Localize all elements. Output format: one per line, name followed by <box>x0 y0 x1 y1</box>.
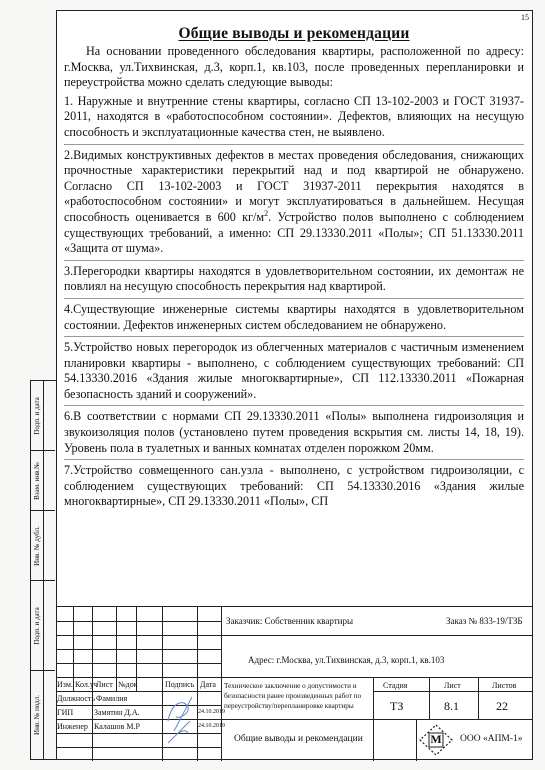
main-text <box>64 25 524 510</box>
col-izm: Изм. <box>57 680 73 689</box>
conclusion-item-5: 5.Устройство новых перегородок из облегченных материалов с частичным изменением планировки квартиры - выполнено, с соблюдением существующих требований: СП 54.13330.2016 «Здания жилые многоквартирные», СП 112.13330.2011 «Пожарная безопасность зданий и сооружений». <box>64 340 524 401</box>
divider <box>64 260 524 261</box>
engineer-date: 24.10.2019 <box>198 723 225 729</box>
side-label: Подп. и дата <box>33 396 41 435</box>
role-label: Должность <box>57 694 96 703</box>
logo-letter: М <box>430 732 442 746</box>
surname-label: Фамилия <box>96 694 128 703</box>
document-title: Техническое заключение о допустимости и безопасности ранее произведенных работ по переустройству/перепланировке квартиры <box>224 682 362 710</box>
side-cell <box>31 511 55 581</box>
side-label: Подп. и дата <box>33 606 41 645</box>
side-cell <box>31 671 55 759</box>
side-label: Взам. инв.№ <box>33 461 41 500</box>
item-2-superscript: 2 <box>264 208 269 218</box>
address: Адрес: г.Москва, ул.Тихвинская, д.3, корп.1, кв.103 <box>248 655 445 665</box>
conclusion-item-6: 6.В соответствии с нормами СП 29.13330.2011 «Полы» выполнена гидроизоляция и звукоизоляция полов (установлено путем проведения вскрытия см. листы 14, 18, 19). Уровень пола в туалетных и ванных комнатах отделен порожком 20мм. <box>64 409 524 455</box>
divider <box>64 144 524 145</box>
customer: Заказчик: Собственник квартиры <box>226 616 354 626</box>
divider <box>64 459 524 460</box>
stage-value: ТЗ <box>390 699 404 713</box>
engineer-role: Инженер <box>57 722 88 731</box>
page-title: Общие выводы и рекомендации <box>178 25 410 42</box>
page-number: 15 <box>521 13 529 22</box>
col-list: Лист <box>96 680 113 689</box>
conclusion-item-3: 3.Перегородки квартиры находятся в удовлетворительном состоянии, их демонтаж не повлиял на несущую способность перекрытия над квартирой. <box>64 263 524 294</box>
divider <box>64 336 524 337</box>
section-title: Общие выводы и рекомендации <box>234 734 363 744</box>
conclusion-item-7: 7.Устройство совмещенного сан.узла - выполнено, с устройством гидроизоляции, с соблюдением существующих требований: СП 54.13330.2016 «Здания жилые многоквартирные», СП 29.13330.2011 «Полы», СП <box>64 463 524 509</box>
stage-label: Стадия <box>383 681 408 690</box>
side-cell <box>31 581 55 671</box>
side-stamp-column <box>30 380 56 760</box>
sheets-label: Листов <box>492 681 517 690</box>
divider <box>64 298 524 299</box>
company-logo <box>418 723 454 757</box>
divider <box>64 405 524 406</box>
conclusion-item-4: 4.Существующие инженерные системы квартиры находятся в удовлетворительном состоянии. Дефектов инженерных систем обследованием не обнаружено. <box>64 301 524 332</box>
col-podpis: Подпись <box>165 680 195 689</box>
sheet-label: Лист <box>444 681 461 690</box>
side-label: Инв. № подл. <box>33 695 41 735</box>
col-ndok: №док <box>118 680 138 689</box>
engineer-name: Калашов М.Р <box>94 722 140 731</box>
title-block <box>56 606 533 760</box>
side-label: Инв. № дубл. <box>33 525 41 566</box>
col-koluch: Кол.уч <box>75 680 98 689</box>
intro-paragraph: На основании проведенного обследования квартиры, расположенной по адресу: г.Москва, ул.Тихвинская, д.3, корп.1, кв.103, после проведенных перепланировки и переустройства можно сделать следующие выводы: <box>64 44 524 90</box>
signature-image <box>162 691 198 747</box>
conclusion-item-1: 1. Наружные и внутренние стены квартиры, согласно СП 13-102-2003 и ГОСТ 31937-2011, находятся в «работоспособном состоянии». Дефектов, влияющих на несущую способность и эксплуатационные качества стен, не выявлено. <box>64 93 524 139</box>
company-name: ООО «АПМ-1» <box>460 734 523 744</box>
gip-role: ГИП <box>57 708 74 717</box>
item-2-tail: . Устройство полов выполнено с соблюдением существующих требований, а именно: СП 29.13330.2011 «Полы»; СП 51.13330.2011 «Защита от шума». <box>64 209 524 256</box>
order-number: Заказ № 833-19/ТЗБ <box>446 616 523 626</box>
side-cell <box>31 451 55 511</box>
sheet-value: 8.1 <box>444 699 459 713</box>
gip-date: 24.10.2019 <box>198 709 225 715</box>
conclusion-item-2 <box>64 148 524 257</box>
side-cell <box>31 381 55 451</box>
sheets-value: 22 <box>496 699 508 713</box>
item-2-text: 2.Видимых конструктивных дефектов в местах проведения обследования, снижающих прочностные характеристики перекрытий над и под квартирой не обнаружено. Согласно СП 13-102-2003 и ГОСТ 31937-2011 перекрытия находятся в «работоспособном состоянии» и могут эксплуатироваться в дальнейшем. Несущая способность оценивается в 600 кг/м <box>64 147 524 224</box>
col-data: Дата <box>200 680 216 689</box>
gip-name: Замятин Д.А. <box>94 708 140 717</box>
